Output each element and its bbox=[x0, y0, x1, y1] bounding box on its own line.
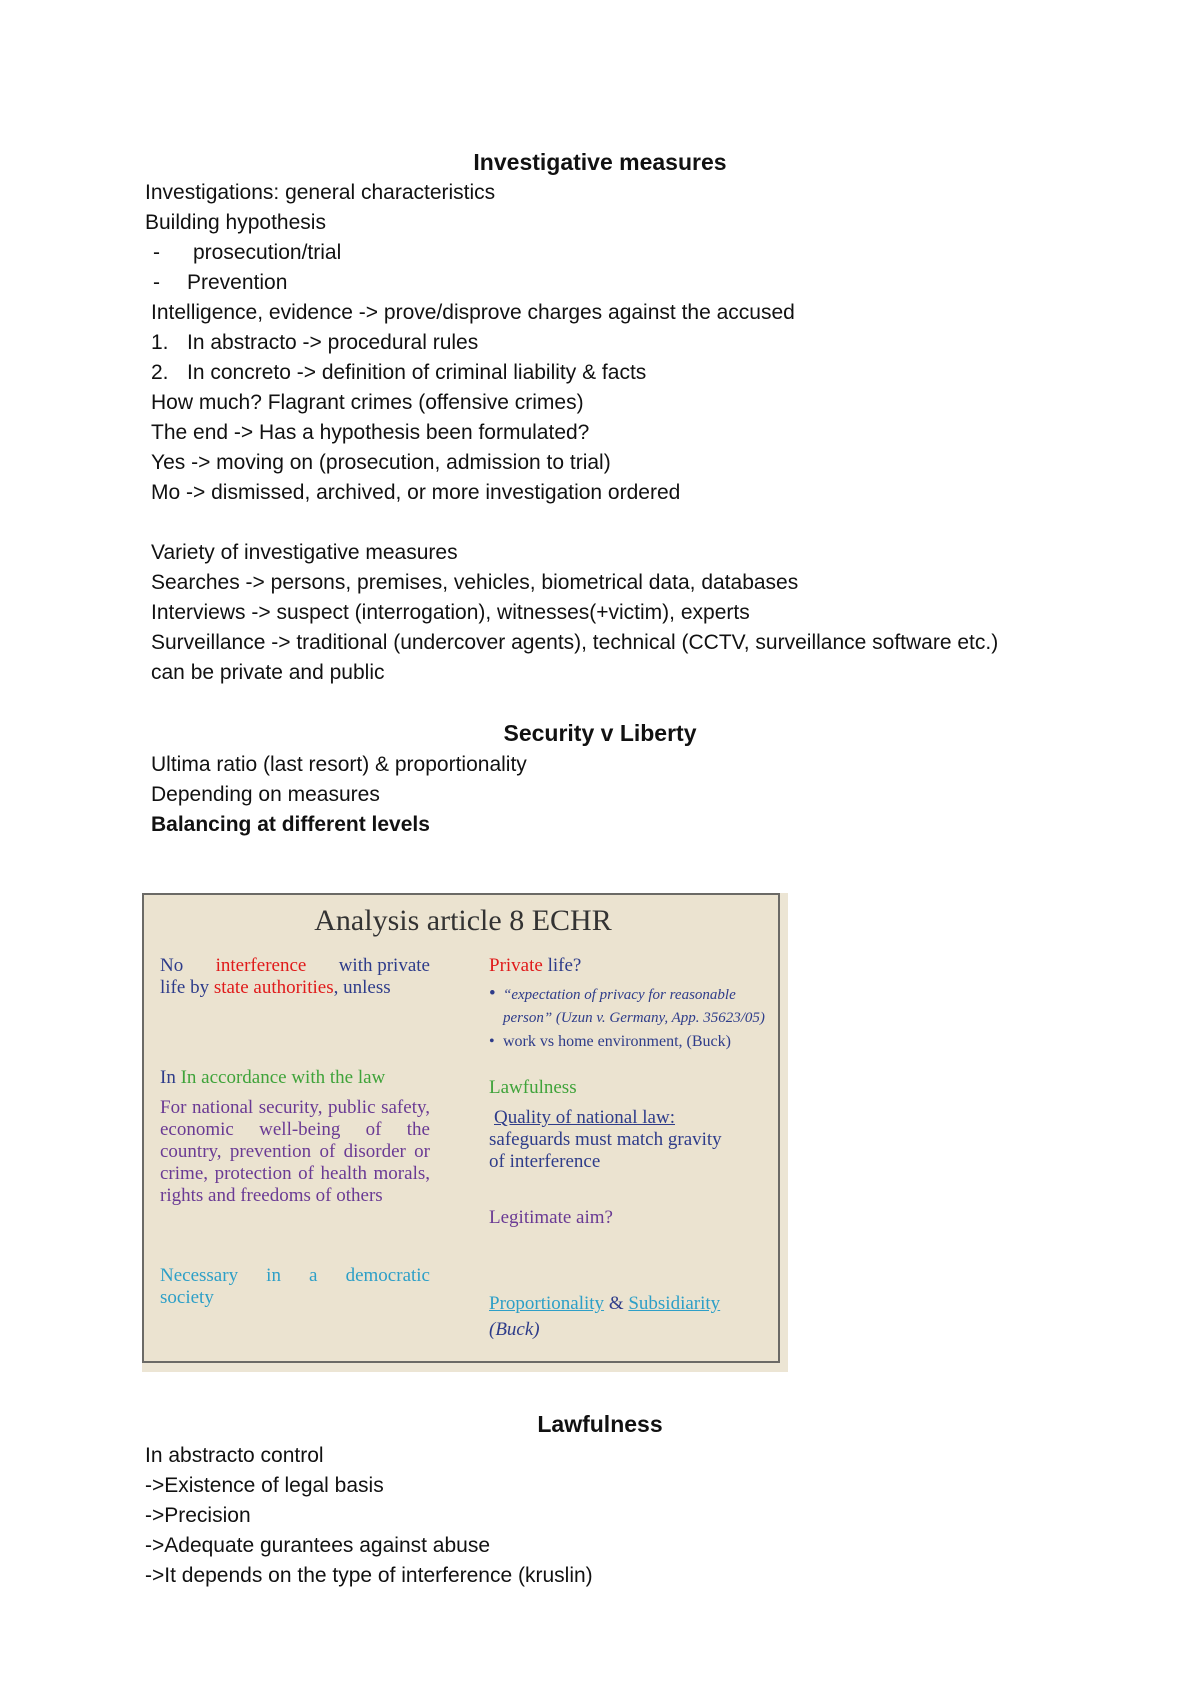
slide-text-red: Private bbox=[489, 955, 543, 976]
slide-safeguards bbox=[489, 1129, 722, 1173]
dash-item bbox=[153, 240, 341, 266]
slide-text-italic: “expectation of privacy for reasonable bbox=[503, 987, 736, 1003]
slide-legitimate-aim: Legitimate aim? bbox=[489, 1207, 613, 1228]
text-line-bold: Balancing at different levels bbox=[151, 813, 430, 836]
slide-text: No bbox=[160, 955, 184, 976]
slide-link-subsidiarity: Subsidiarity bbox=[628, 1293, 721, 1314]
slide-text-red: state authorities bbox=[213, 977, 334, 998]
text-line: Variety of investigative measures bbox=[151, 541, 458, 564]
numbered-item-text: In concreto -> definition of criminal liability & facts bbox=[187, 361, 647, 384]
dash-marker: - bbox=[153, 271, 160, 294]
slide-lawfulness: Lawfulness bbox=[489, 1077, 577, 1098]
slide-text: , unless bbox=[333, 977, 391, 998]
slide-title: Analysis article 8 ECHR bbox=[314, 904, 612, 937]
slide-text: work vs home environment, (Buck) bbox=[503, 1033, 731, 1050]
slide-text: of interference bbox=[489, 1151, 601, 1172]
text-line: ->Precision bbox=[145, 1504, 251, 1527]
slide-no-interference bbox=[160, 955, 430, 999]
slide-text: safeguards must match gravity bbox=[489, 1129, 722, 1150]
slide-proportionality: Proportionality & Subsidiarity bbox=[489, 1293, 721, 1314]
text-line: Searches -> persons, premises, vehicles, biometrical data, databases bbox=[151, 571, 799, 594]
text-line: Investigations: general characteristics bbox=[145, 181, 496, 204]
text-line: Interviews -> suspect (interrogation), witnesses(+victim), experts bbox=[151, 601, 750, 624]
text-line: Depending on measures bbox=[151, 783, 380, 806]
numbered-item-text: In abstracto -> procedural rules bbox=[187, 331, 479, 354]
slide-text: life? bbox=[542, 955, 582, 976]
text-line: Ultima ratio (last resort) & proportionality bbox=[151, 753, 527, 776]
text-line: Intelligence, evidence -> prove/disprove charges against the accused bbox=[151, 301, 795, 324]
numbered-item bbox=[151, 360, 646, 386]
slide-bullet-work: • work vs home environment, (Buck) bbox=[489, 1033, 731, 1050]
slide-frame bbox=[142, 893, 780, 1363]
dash-item bbox=[153, 270, 287, 296]
text-line: Surveillance -> traditional (undercover agents), technical (CCTV, surveillance software etc.) bbox=[151, 631, 999, 654]
dash-item-text: prosecution/trial bbox=[193, 241, 342, 264]
dash-marker: - bbox=[153, 241, 160, 264]
slide-necessary bbox=[160, 1265, 430, 1309]
text-line: Yes -> moving on (prosecution, admission to trial) bbox=[151, 451, 611, 474]
slide-text-teal: society bbox=[160, 1287, 214, 1308]
slide-aims: For national security, public safety, economic well-being of the country, prevention of disorder or crime, protection of health morals, rights and freedoms of others bbox=[160, 1097, 430, 1206]
dash-item-text: Prevention bbox=[187, 271, 288, 294]
slide-quality: Quality of national law: bbox=[494, 1107, 675, 1128]
slide-bullet-expectation: • “expectation of privacy for reasonable person” (Uzun v. Germany, App. 35623/05) bbox=[489, 983, 765, 1026]
text-line: ->Adequate gurantees against abuse bbox=[145, 1534, 491, 1557]
number-marker: 2. bbox=[151, 361, 169, 384]
text-line: ->It depends on the type of interference (kruslin) bbox=[145, 1564, 593, 1587]
text-line: can be private and public bbox=[151, 661, 385, 684]
slide-text-teal: Necessary in a democratic bbox=[160, 1265, 430, 1286]
heading-security-v-liberty: Security v Liberty bbox=[503, 720, 697, 746]
slide-image-article-8 bbox=[142, 893, 788, 1372]
text-line: Mo -> dismissed, archived, or more investigation ordered bbox=[151, 481, 681, 504]
slide-text: with private bbox=[338, 955, 430, 976]
slide-law: In In accordance with the law bbox=[160, 1067, 386, 1088]
text-line: Building hypothesis bbox=[145, 211, 326, 234]
text-line: ->Existence of legal basis bbox=[145, 1474, 384, 1497]
slide-buck: (Buck) bbox=[489, 1319, 540, 1340]
heading-investigative-measures: Investigative measures bbox=[473, 149, 727, 175]
slide-text-green: In accordance with the law bbox=[180, 1067, 386, 1088]
text-line: In abstracto control bbox=[145, 1444, 324, 1467]
slide-text-red: interference bbox=[215, 955, 307, 976]
text-line: How much? Flagrant crimes (offensive crimes) bbox=[151, 391, 584, 414]
heading-lawfulness: Lawfulness bbox=[537, 1411, 663, 1437]
number-marker: 1. bbox=[151, 331, 169, 354]
slide-text-italic: person” (Uzun v. Germany, App. 35623/05) bbox=[503, 1010, 765, 1026]
text-line: The end -> Has a hypothesis been formulated? bbox=[151, 421, 590, 444]
slide-private-life bbox=[489, 955, 581, 977]
slide-text: life by bbox=[160, 977, 210, 998]
slide-link-proportionality: Proportionality bbox=[489, 1293, 605, 1314]
numbered-item bbox=[151, 330, 478, 356]
